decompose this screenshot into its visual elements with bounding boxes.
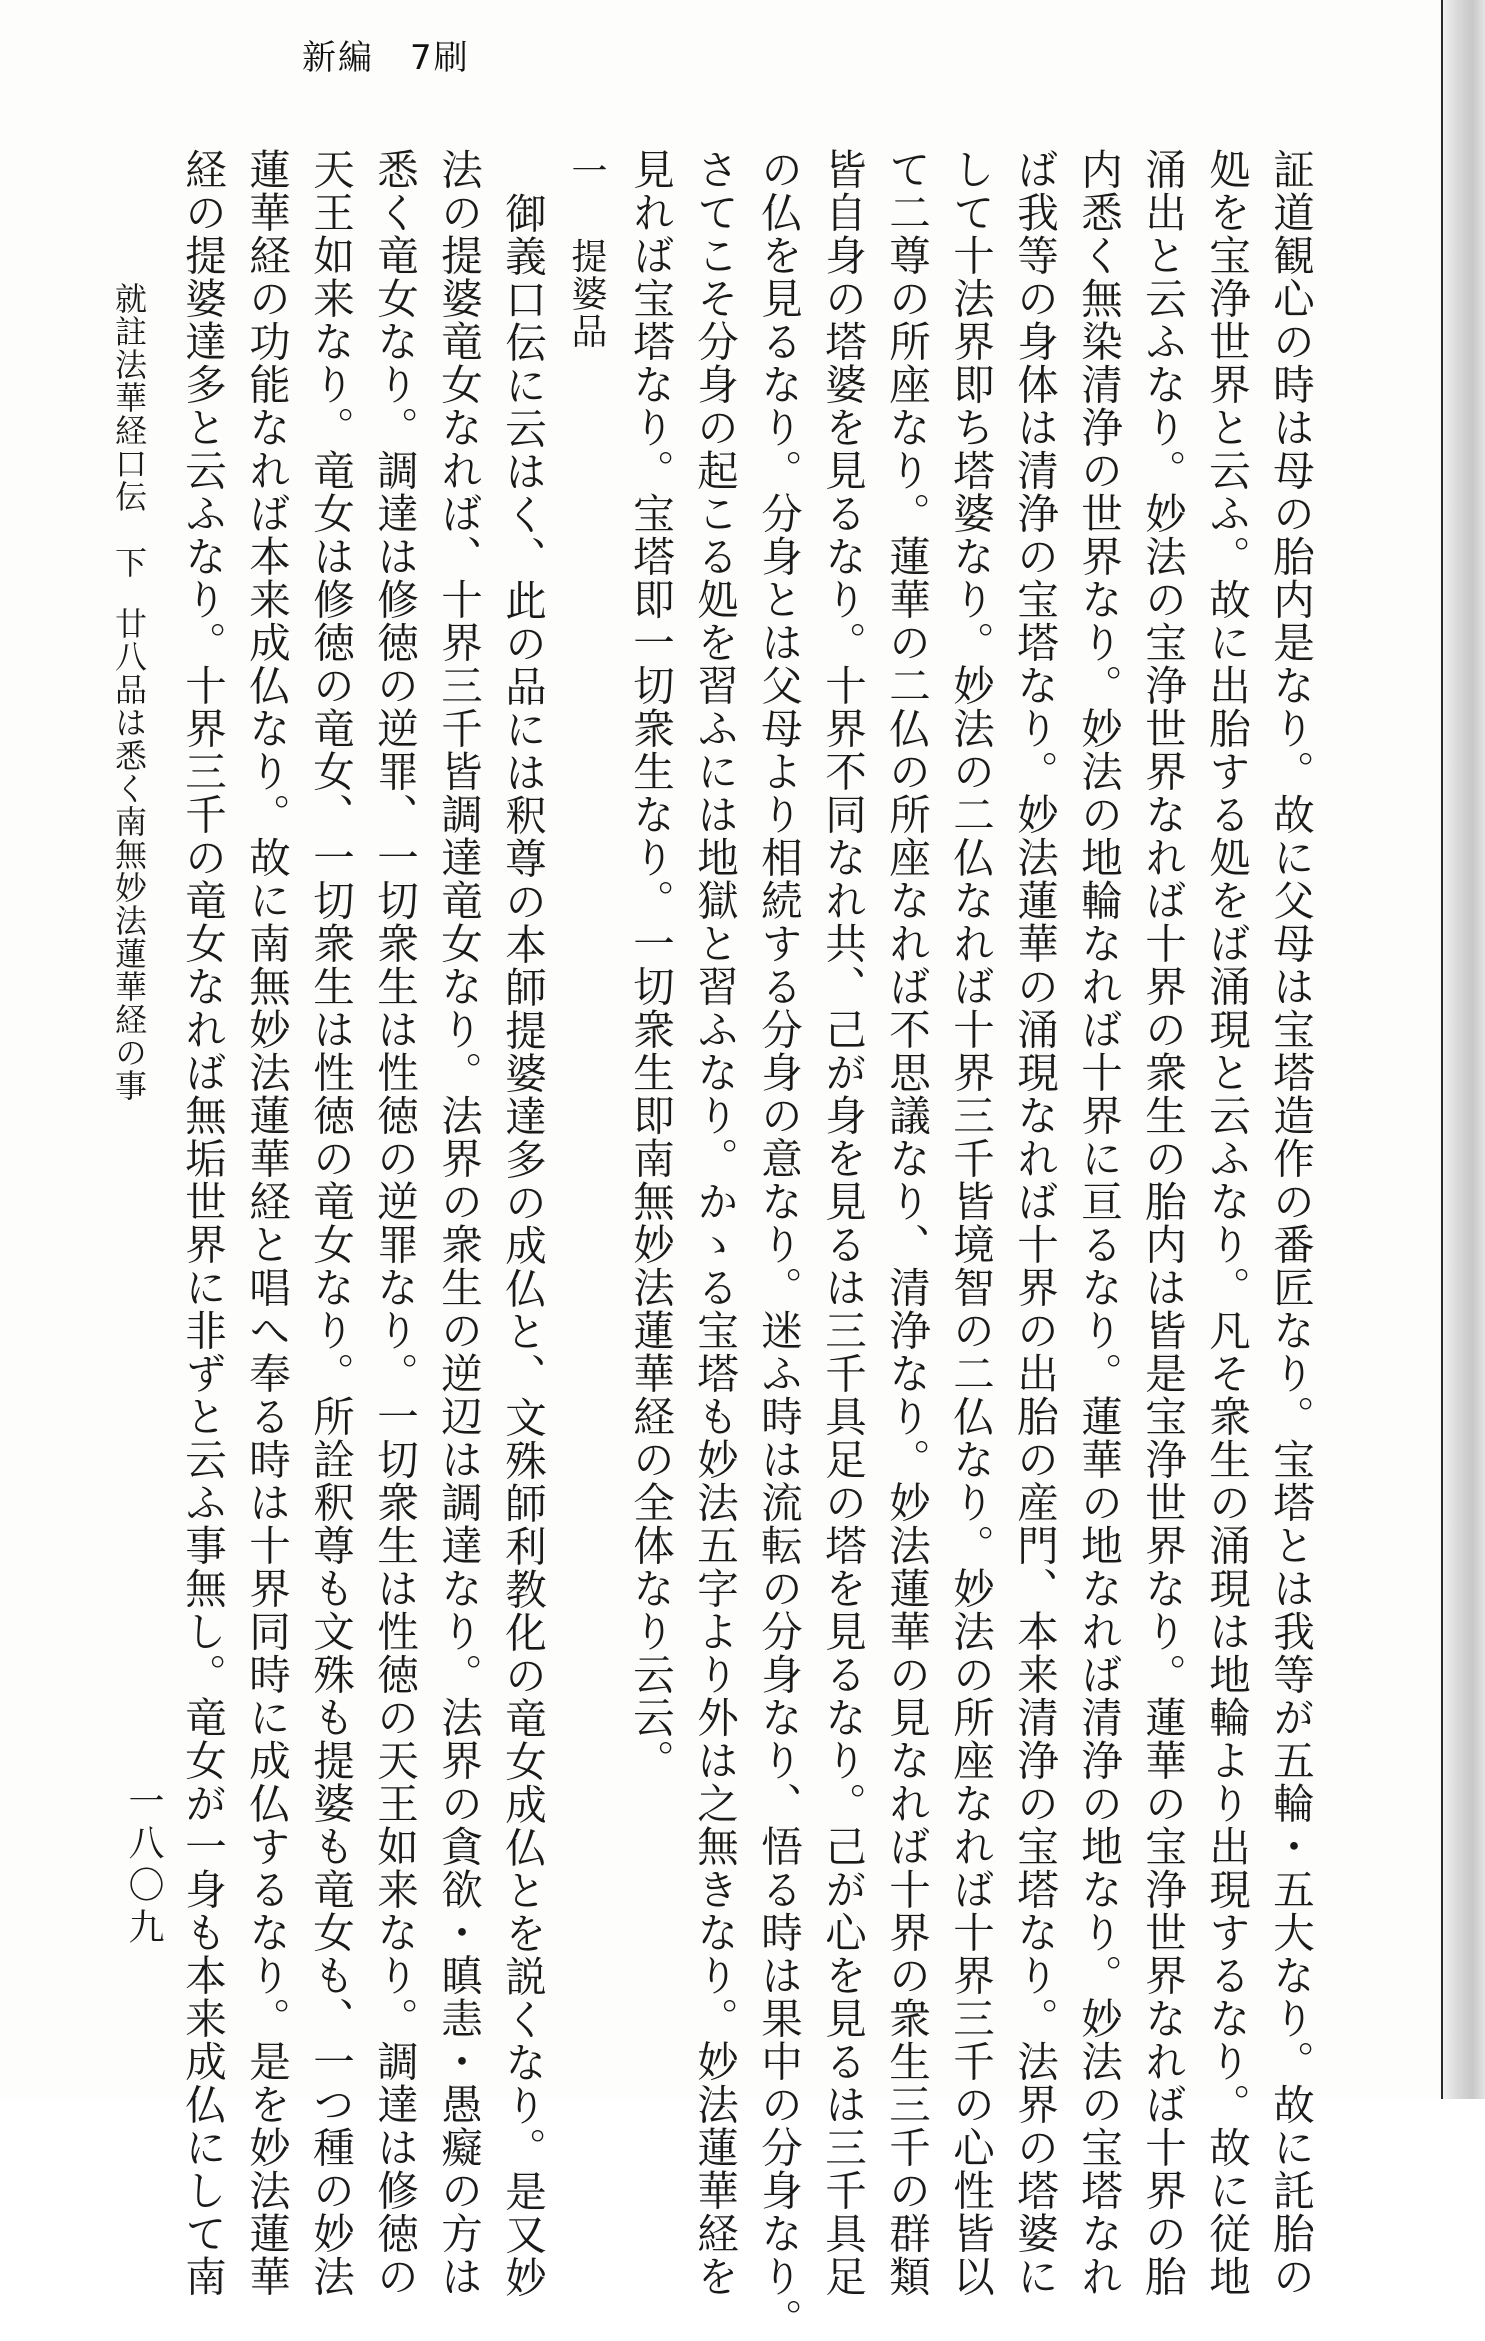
- text-line: ば我等の身体は清浄の宝塔なり。妙法蓮華の涌現なれば十界の出胎の産門、本来清浄の宝塔なり。法界の塔婆に: [1010, 148, 1059, 2298]
- page-number: 一八〇九: [123, 1782, 164, 1950]
- text-line: 証道観心の時は母の胎内是なり。故に父母は宝塔造作の番匠なり。宝塔とは我等が五輪・五大なり。故に託胎の: [1266, 148, 1315, 2298]
- page-binding-edge: [1441, 0, 1485, 2099]
- vertical-body-text: [170, 148, 1322, 2341]
- text-line: 処を宝浄世界と云ふ。故に出胎する処をば涌現と云ふなり。凡そ衆生の涌現は地輪より出現するなり。故に従地: [1202, 148, 1251, 2298]
- text-line: て二尊の所座なり。蓮華の二仏の所座なれば不思議なり、清浄なり。妙法蓮華の見なれば十界の衆生三千の群類: [882, 148, 931, 2298]
- section-title: 提婆品: [566, 237, 607, 350]
- text-line: 皆自身の塔婆を見るなり。十界不同なれ共、己が身を見るは三千具足の塔を見るなり。己が心を見るは三千具足: [818, 148, 867, 2298]
- running-footer: [106, 282, 152, 1102]
- text-line: 見れば宝塔なり。宝塔即一切衆生なり。一切衆生即南無妙法蓮華経の全体なり云云。: [626, 148, 675, 1782]
- section-mark: 一: [566, 152, 607, 190]
- text-line: 内悉く無染清浄の世界なり。妙法の地輪なれば十界に亘るなり。蓮華の地なれば清浄の地なり。妙法の宝塔なれ: [1074, 148, 1123, 2298]
- text-line: 御義口伝に云はく、此の品には釈尊の本師提婆達多の成仏と、文殊師利教化の竜女成仏とを説くなり。是又妙: [498, 192, 547, 2299]
- text-line: 悉く竜女なり。調達は修徳の逆罪、一切衆生は性徳の逆罪なり。一切衆生は性徳の天王如来なり。調達は修徳の: [370, 148, 419, 2298]
- text-line: 涌出と云ふなり。妙法の宝浄世界なれば十界の衆生の胎内は皆是宝浄世界なり。蓮華の宝浄世界なれば十界の胎: [1138, 148, 1187, 2298]
- text-line: 蓮華経の功能なれば本来成仏なり。故に南無妙法蓮華経と唱へ奉る時は十界同時に成仏するなり。是を妙法蓮華: [242, 148, 291, 2298]
- text-line: 経の提婆達多と云ふなり。十界三千の竜女なれば無垢世界に非ずと云ふ事無し。竜女が一身も本来成仏にして南: [178, 148, 227, 2298]
- text-line: 法の提婆竜女なれば、十界三千皆調達竜女なり。法界の衆生の逆辺は調達なり。法界の貪欲・瞋恚・愚癡の方は: [434, 148, 483, 2298]
- text-line: さてこそ分身の起こる処を習ふには地獄と習ふなり。かゝる宝塔も妙法五字より外は之無きなり。妙法蓮華経を: [690, 148, 739, 2298]
- edition-label: 新編 7刷: [302, 38, 470, 78]
- footer-chapter: 廿八品は悉く南無妙法蓮華経の事: [110, 607, 148, 1102]
- text-line: して十法界即ち塔婆なり。妙法の二仏なれば十界三千皆境智の二仏なり。妙法の所座なれば十界三千の心性皆以: [946, 148, 995, 2298]
- footer-title: 就註法華経口伝 下: [110, 282, 148, 579]
- section-heading: [554, 148, 618, 1728]
- text-line: 天王如来なり。竜女は修徳の竜女、一切衆生は性徳の竜女なり。所詮釈尊も文殊も提婆も竜女も、一つ種の妙法: [306, 148, 355, 2298]
- text-line: の仏を見るなり。分身とは父母より相続する分身の意なり。迷ふ時は流転の分身なり、悟る時は果中の分身なり。: [754, 148, 803, 2341]
